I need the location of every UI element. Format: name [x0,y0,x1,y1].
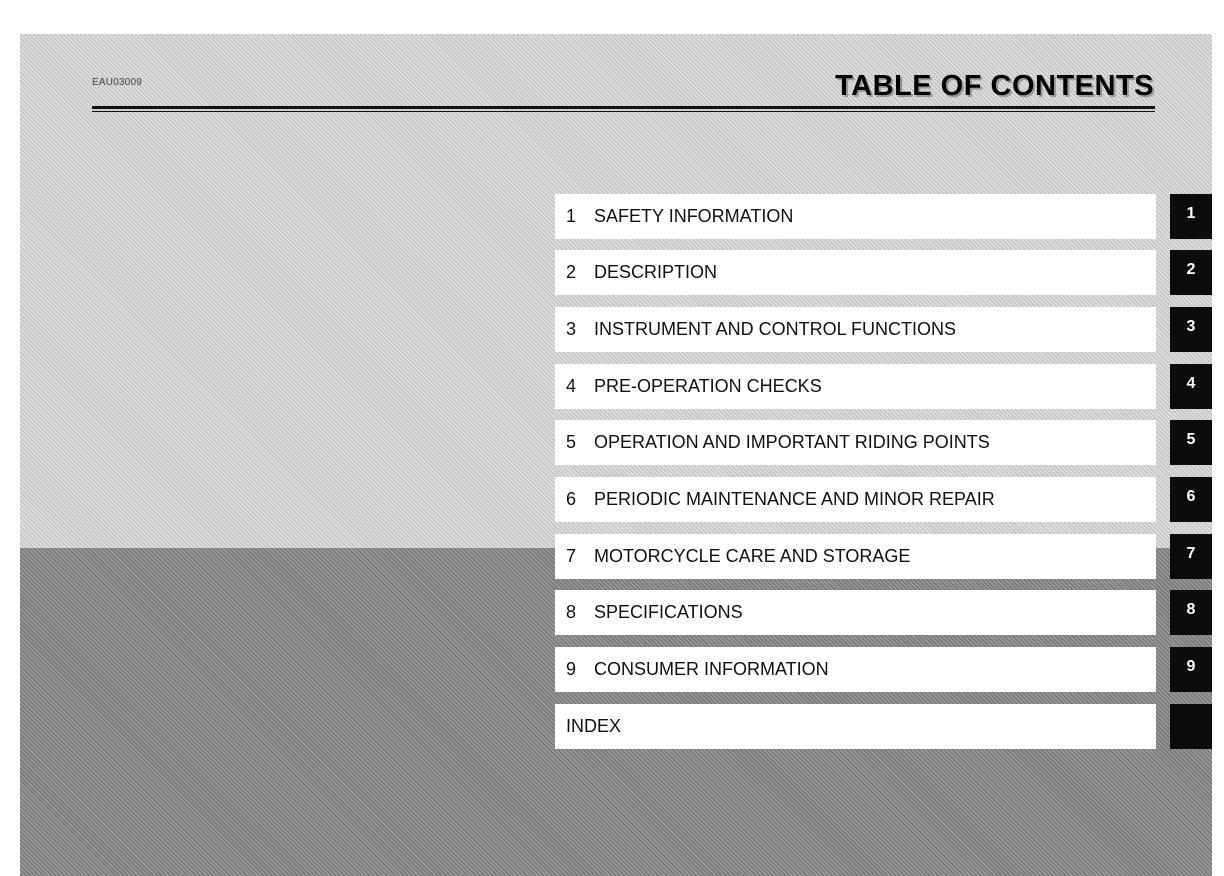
section-tab-label: 6 [1186,488,1196,505]
section-tab-label: 7 [1186,545,1196,562]
section-tab-label: 5 [1186,431,1196,448]
toc-entry-periodic-maintenance-and-minor-repair[interactable] [555,477,1156,522]
section-tab-8[interactable] [1170,590,1212,635]
toc-entry-number: 7 [566,546,577,566]
section-tab-7[interactable] [1170,534,1212,579]
toc-entry-number: 1 [566,206,577,226]
toc-entry-text [566,659,829,680]
toc-entry-text [566,716,621,737]
toc-entry-text [566,206,793,227]
title-rule-thin [92,111,1155,112]
title-rule [92,106,1155,109]
toc-entry-text [566,376,822,397]
toc-entry-instrument-and-control-functions[interactable] [555,307,1156,352]
section-tab-label: 3 [1186,318,1196,335]
toc-entry-text [566,546,910,567]
toc-entry-specifications[interactable] [555,590,1156,635]
section-tab-label: 9 [1186,658,1196,675]
toc-entry-text [566,489,995,510]
toc-entry-number: 6 [566,489,577,509]
section-tab-label: 8 [1186,601,1196,618]
toc-entry-description[interactable] [555,250,1156,295]
toc-entry-label: CONSUMER INFORMATION [594,659,829,679]
toc-entry-label: SAFETY INFORMATION [594,206,794,226]
toc-entry-label: INSTRUMENT AND CONTROL FUNCTIONS [594,319,957,339]
toc-entry-number: 4 [566,376,577,396]
section-tab-2[interactable] [1170,250,1212,295]
toc-entry-motorcycle-care-and-storage[interactable] [555,534,1156,579]
section-tab-4[interactable] [1170,364,1212,409]
toc-entry-label: OPERATION AND IMPORTANT RIDING POINTS [594,432,990,452]
toc-entry-safety-information[interactable] [555,194,1156,239]
toc-entry-label: MOTORCYCLE CARE AND STORAGE [594,546,911,566]
document-code: EAU03009 [92,77,142,88]
section-tab-3[interactable] [1170,307,1212,352]
toc-entry-number: 9 [566,659,577,679]
toc-entry-operation-and-important-riding-points[interactable] [555,420,1156,465]
toc-entry-number: 8 [566,602,577,622]
toc-entry-label: INDEX [566,716,622,736]
toc-entry-label: DESCRIPTION [594,262,718,282]
section-tab-label: 4 [1186,375,1196,392]
toc-entry-label: PRE-OPERATION CHECKS [594,376,822,396]
toc-entry-text [566,602,743,623]
section-tab-index[interactable] [1170,704,1212,749]
toc-entry-number: 3 [566,319,577,339]
toc-entry-number: 2 [566,262,577,282]
section-tab-6[interactable] [1170,477,1212,522]
toc-entry-text [566,319,956,340]
page-title: TABLE OF CONTENTS [835,70,1154,102]
section-tab-label: 2 [1186,261,1196,278]
section-tab-label: 1 [1186,205,1196,222]
toc-entry-label: SPECIFICATIONS [594,602,743,622]
toc-entry-label: PERIODIC MAINTENANCE AND MINOR REPAIR [594,489,995,509]
toc-entry-pre-operation-checks[interactable] [555,364,1156,409]
section-tab-9[interactable] [1170,647,1212,692]
section-tab-5[interactable] [1170,420,1212,465]
toc-entry-text [566,262,717,283]
section-tab-1[interactable] [1170,194,1212,239]
toc-entry-index[interactable] [555,704,1156,749]
toc-entry-consumer-information[interactable] [555,647,1156,692]
toc-entry-text [566,432,990,453]
toc-entry-number: 5 [566,432,577,452]
